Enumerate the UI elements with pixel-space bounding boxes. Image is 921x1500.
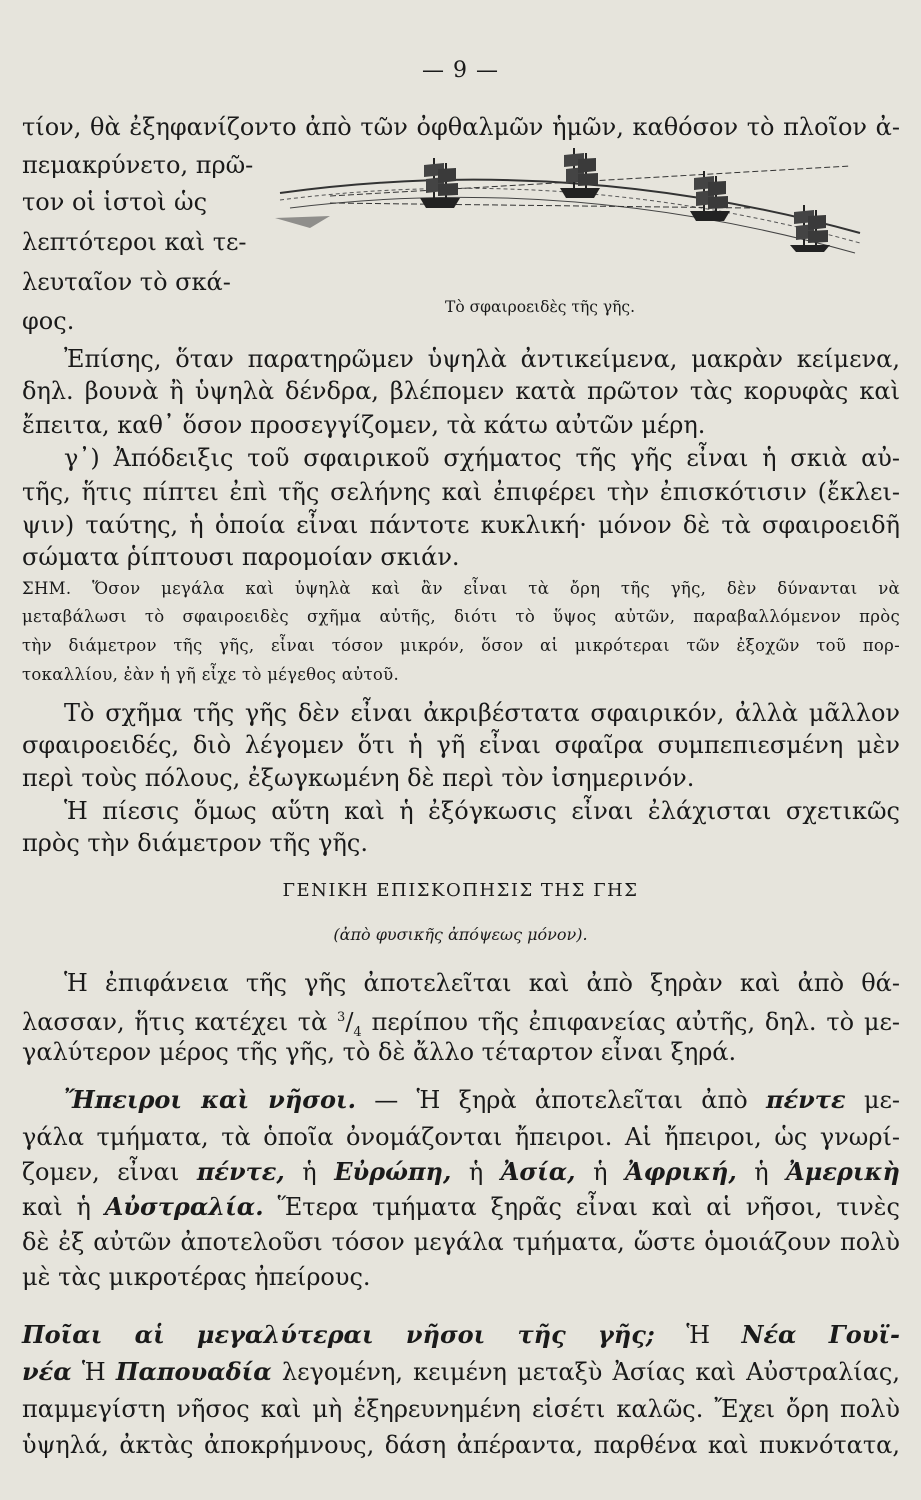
text-line: πεμακρύνετο, πρῶ- [22, 151, 254, 179]
text-line: γ᾿) Ἀπόδειξις τοῦ σφαιρικοῦ σχήματος τῆς γῆς εἶναι ἡ σκιὰ αὐ- [64, 444, 900, 472]
page-number: — 9 — [422, 58, 499, 83]
text-line: γάλα τμήματα, τὰ ὁποῖα ὀνομάζονται ἤπειροι. Αἱ ἤπειροι, ὡς γνωρί- [22, 1123, 900, 1151]
text-line: ὑψηλά, ἀκτὰς ἀποκρήμνους, δάση ἀπέραντα, παρθένα καὶ πυκνότατα, [22, 1431, 900, 1459]
text-line: τῆς, ἥτις πίπτει ἐπὶ τῆς σελήνης καὶ ἐπιφέρει τὴν ἐπισκότισιν (ἔκλει- [22, 478, 900, 506]
text-line: φος. [22, 307, 75, 335]
text-line: παμμεγίστη νῆσος καὶ μὴ ἐξηρευνημένη εἰσέτι καλῶς. Ἔχει ὄρη πολὺ [22, 1395, 900, 1423]
text-line: ζομεν, εἶναι πέντε, ἡ Εὐρώπη, ἡ Ἀσία, ἡ Ἀφρική, ἡ Ἀμερικὴ [22, 1157, 900, 1186]
text-line: Ἐπίσης, ὅταν παρατηρῶμεν ὑψηλὰ ἀντικείμενα, μακρὰν κείμενα, [64, 345, 900, 373]
note-line: ΣΗΜ. Ὅσον μεγάλα καὶ ὑψηλὰ καὶ ἂν εἶναι τὰ ὄρη τῆς γῆς, δὲν δύνανται νὰ [22, 579, 900, 598]
text-line: δηλ. βουνὰ ἢ ὑψηλὰ δένδρα, βλέπομεν κατὰ πρῶτον τὰς κορυφὰς καὶ [22, 377, 900, 405]
text-line: γαλύτερον μέρος τῆς γῆς, τὸ δὲ ἄλλο τέταρτον εἶναι ξηρά. [22, 1038, 737, 1066]
text-line: Τὸ σχῆμα τῆς γῆς δὲν εἶναι ἀκριβέστατα σφαιρικόν, ἀλλὰ μᾶλλον [64, 699, 900, 727]
fraction: $^3/_4$ [337, 1008, 362, 1040]
note-line: τὴν διάμετρον τῆς γῆς, εἶναι τόσον μικρόν, ὅσον αἱ μικρότεραι τῶν ἐξοχῶν τοῦ πορ- [22, 636, 900, 655]
text-line: λασσαν, ἥτις κατέχει τὰ $^3/_4$ περίπου τῆς ἐπιφανείας αὐτῆς, δηλ. τὸ με- [22, 1008, 900, 1040]
text-line: καὶ ἡ Αὐστραλία. Ἕτερα τμήματα ξηρᾶς εἶναι καὶ αἱ νῆσοι, τινὲς [22, 1192, 900, 1221]
text-line: Ἡ ἐπιφάνεια τῆς γῆς ἀποτελεῖται καὶ ἀπὸ ξηρὰν καὶ ἀπὸ θά- [64, 969, 900, 997]
text-line: ἔπειτα, καθ᾿ ὅσον προσεγγίζομεν, τὰ κάτω αὐτῶν μέρη. [22, 411, 706, 439]
text-line: νέα Ἡ Παπουαδία λεγομένη, κειμένη μεταξὺ Ἀσίας καὶ Αὐστραλίας, [22, 1357, 900, 1386]
note-line: τοκαλλίου, ἐὰν ἡ γῆ εἶχε τὸ μέγεθος αὐτοῦ. [22, 665, 400, 684]
text-line: Ἡ πίεσις ὅμως αὕτη καὶ ἡ ἐξόγκωσις εἶναι ἐλάχισται σχετικῶς [64, 797, 900, 825]
text-line: τίον, θὰ ἐξηφανίζοντο ἀπὸ τῶν ὀφθαλμῶν ἡμῶν, καθόσον τὸ πλοῖον ἀ- [22, 113, 900, 141]
inline-heading: Ποῖαι αἱ μεγαλύτεραι νῆσοι τῆς γῆς; [22, 1320, 655, 1349]
section-heading: ΓΕΝΙΚΗ ΕΠΙΣΚΟΠΗΣΙΣ ΤΗΣ ΓΗΣ [282, 880, 639, 901]
text-line: τον οἱ ἱστοὶ ὡς [22, 188, 208, 216]
text-line: λευταῖον τὸ σκά- [22, 268, 231, 296]
text-line: μὲ τὰς μικροτέρας ἠπείρους. [22, 1263, 371, 1291]
text-line: περὶ τοὺς πόλους, ἐξωγκωμένη δὲ περὶ τὸν ἰσημερινόν. [22, 764, 695, 792]
text-line: λεπτότεροι καὶ τε- [22, 228, 247, 256]
text-line: σώματα ῥίπτουσι παρομοίαν σκιάν. [22, 543, 460, 571]
figure-caption: Τὸ σφαιροειδὲς τῆς γῆς. [445, 298, 636, 316]
text-line: σφαιροειδές, διὸ λέγομεν ὅτι ἡ γῆ εἶναι σφαῖρα συμπεπιεσμένη μὲν [22, 731, 900, 759]
inline-heading: Ἤπειροι καὶ νῆσοι. [64, 1085, 356, 1114]
text-line: Ποῖαι αἱ μεγαλύτεραι νῆσοι τῆς γῆς; Ἡ Νέα Γουϊ- [22, 1320, 900, 1349]
section-subheading: (ἀπὸ φυσικῆς ἀπόψεως μόνον). [333, 925, 588, 944]
text-line: Ἤπειροι καὶ νῆσοι. — Ἡ ξηρὰ ἀποτελεῖται ἀπὸ πέντε με- [64, 1085, 900, 1114]
note-line: μεταβάλωσι τὸ σφαιροειδὲς σχῆμα αὐτῆς, διότι τὸ ὕψος αὐτῶν, παραβαλλόμενον πρὸς [22, 607, 900, 626]
text-line: δὲ ἐξ αὐτῶν ἀποτελοῦσι τόσον μεγάλα τμήματα, ὥστε ὁμοιάζουν πολὺ [22, 1228, 900, 1256]
ships-on-curved-earth-illustration [270, 148, 870, 298]
text-line: πρὸς τὴν διάμετρον τῆς γῆς. [22, 829, 368, 857]
text-line: ψιν) ταύτης, ἡ ὁποία εἶναι πάντοτε κυκλική· μόνον δὲ τὰ σφαιροειδῆ [22, 511, 900, 539]
